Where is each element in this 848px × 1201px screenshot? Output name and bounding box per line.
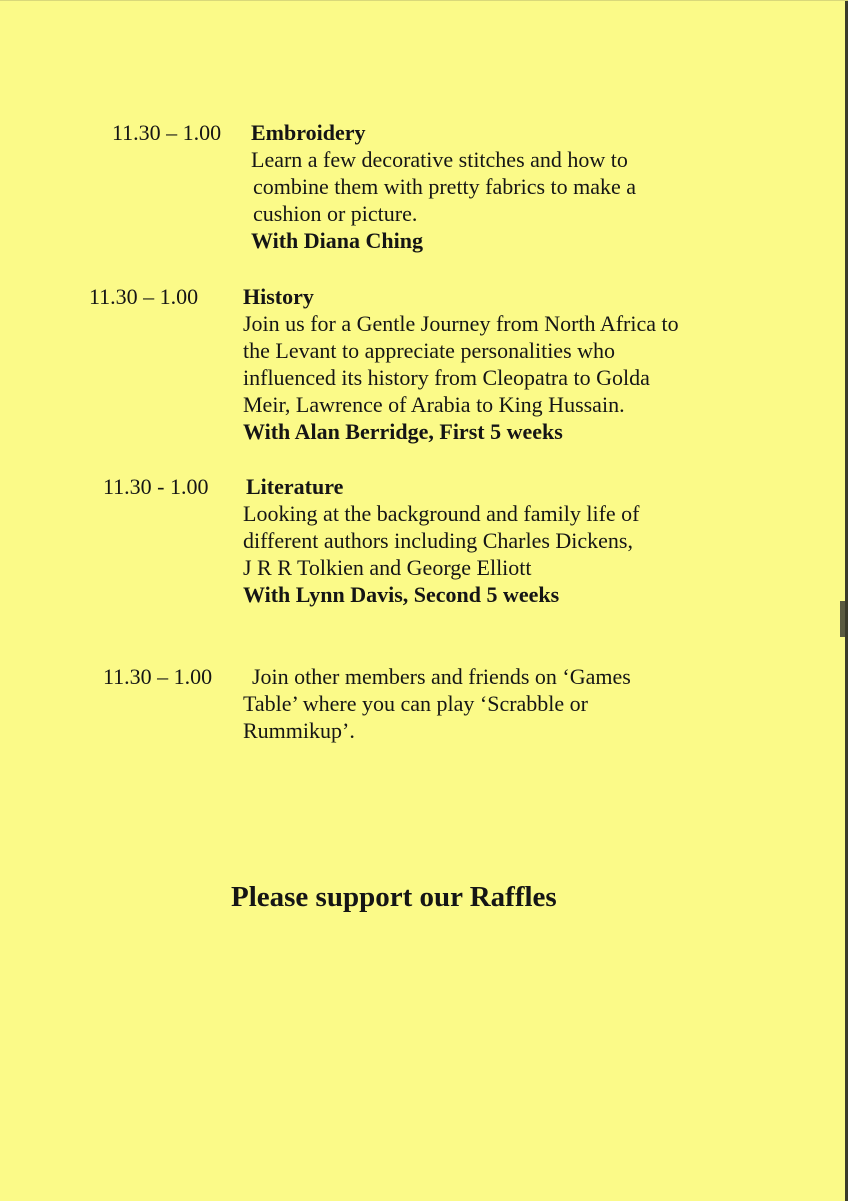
session-tutor: With Diana Ching (251, 228, 423, 253)
session-time: 11.30 – 1.00 (112, 120, 222, 145)
session-details (243, 473, 640, 608)
session-time: 11.30 – 1.00 (103, 664, 213, 689)
description-line: Join us for a Gentle Journey from North Africa to (243, 311, 679, 336)
session-title: Literature (246, 474, 344, 499)
description-line: Learn a few decorative stitches and how to (251, 147, 628, 172)
session-tutor: With Alan Berridge, First 5 weeks (243, 419, 563, 444)
description-line: different authors including Charles Dickens, (243, 528, 633, 553)
session-details (243, 663, 631, 744)
raffles-notice: Please support our Raffles (231, 881, 557, 913)
session-details (251, 119, 636, 254)
description-line: the Levant to appreciate personalities who (243, 338, 616, 363)
description-line: Looking at the background and family life of (243, 501, 640, 526)
description-line: combine them with pretty fabrics to make a (253, 174, 637, 199)
description-line: J R R Tolkien and George Elliott (243, 555, 532, 580)
description-line: cushion or picture. (253, 201, 418, 226)
description-line: Table’ where you can play ‘Scrabble or (243, 691, 589, 716)
session-tutor: With Lynn Davis, Second 5 weeks (243, 582, 560, 607)
session-time: 11.30 – 1.00 (89, 284, 199, 309)
session-time: 11.30 - 1.00 (103, 474, 209, 499)
session-details (243, 283, 679, 445)
binding-mark (840, 601, 845, 637)
description-line: Meir, Lawrence of Arabia to King Hussain. (243, 392, 625, 417)
description-line: Join other members and friends on ‘Games (252, 664, 631, 689)
description-line: Rummikup’. (243, 718, 355, 743)
session-title: Embroidery (251, 120, 366, 145)
session-title: History (243, 284, 314, 309)
description-line: influenced its history from Cleopatra to Golda (243, 365, 650, 390)
